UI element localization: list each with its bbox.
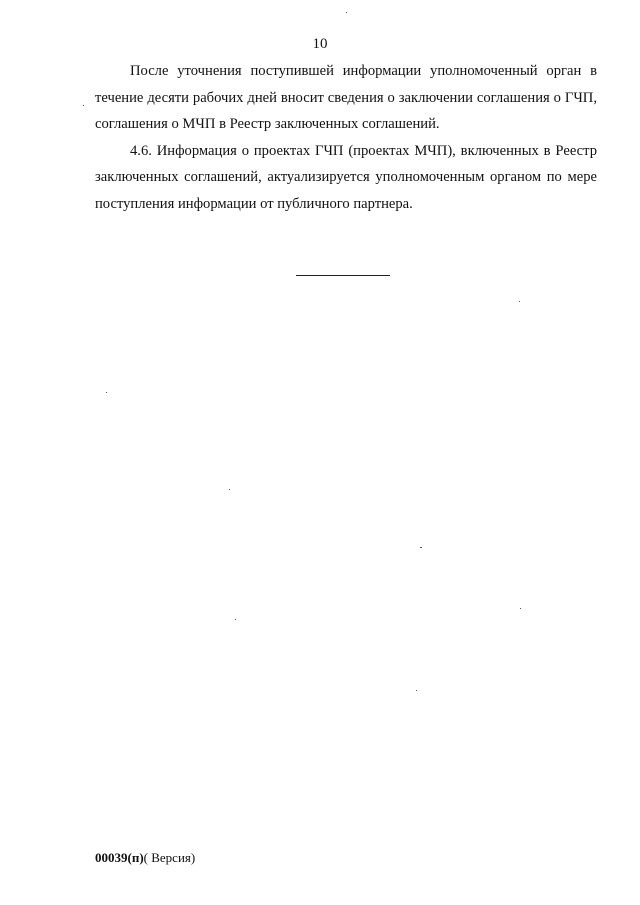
scan-speck <box>229 489 230 490</box>
version-note: ( Версия) <box>143 850 196 865</box>
scan-speck <box>520 608 521 609</box>
end-of-text-rule <box>296 275 390 276</box>
document-body <box>95 58 597 217</box>
page-number: 10 <box>312 36 328 52</box>
scan-speck <box>106 392 107 393</box>
document-version-mark <box>95 849 195 867</box>
scan-speck <box>235 619 236 620</box>
scan-speck <box>346 12 347 13</box>
scan-speck <box>416 690 417 691</box>
paragraph: 4.6. Информация о проектах ГЧП (проектах МЧП), включенных в Реестр заключенных соглашений, актуализируется уполномоченным органом по мере поступления информации от публичного партнера. <box>95 142 597 212</box>
paragraph: После уточнения поступившей информации уполномоченный орган в течение десяти рабочих дней вносит сведения о заключении соглашения о ГЧП, соглашения о МЧП в Реестр заключенных соглашений. <box>95 63 597 132</box>
scan-speck <box>519 301 520 302</box>
scan-speck <box>83 105 84 106</box>
document-code: 00039(п) <box>95 850 144 865</box>
scan-speck <box>420 547 422 548</box>
